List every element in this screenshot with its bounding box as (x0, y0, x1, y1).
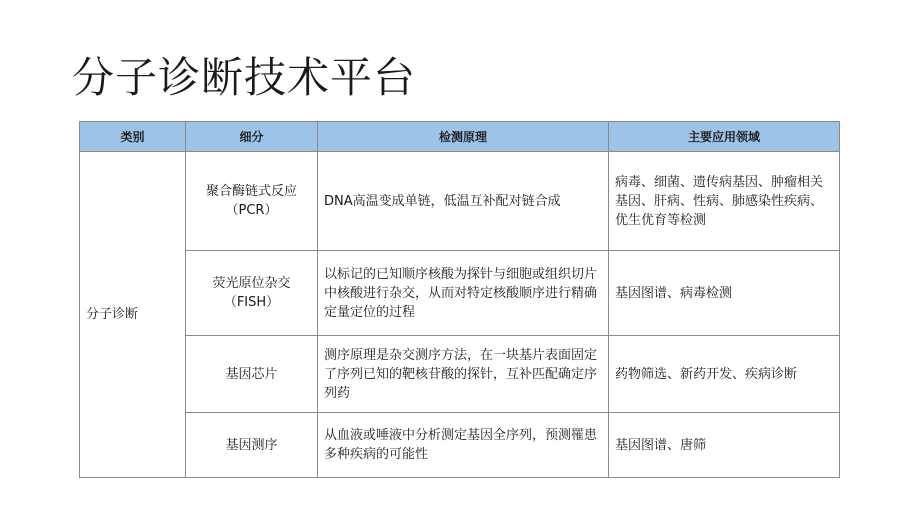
header-application: 主要应用领域 (609, 122, 840, 152)
subcategory-cell: 荧光原位杂交（FISH） (186, 251, 318, 336)
header-subcategory: 细分 (186, 122, 318, 152)
subcategory-cell: 基因芯片 (186, 336, 318, 413)
principle-cell: 从血液或唾液中分析测定基因全序列，预测罹患多种疾病的可能性 (318, 413, 609, 478)
table-row (80, 413, 840, 478)
application-cell: 基因图谱、病毒检测 (609, 251, 840, 336)
table-header-row (80, 122, 840, 152)
principle-cell: DNA高温变成单链，低温互补配对链合成 (318, 152, 609, 251)
principle-cell: 测序原理是杂交测序方法，在一块基片表面固定了序列已知的靶核苷酸的探针，互补匹配确定序列药 (318, 336, 609, 413)
diagnostic-platform-table (79, 121, 840, 478)
header-category: 类别 (80, 122, 186, 152)
principle-cell: 以标记的已知顺序核酸为探针与细胞或组织切片中核酸进行杂交，从而对特定核酸顺序进行精确定量定位的过程 (318, 251, 609, 336)
page-title: 分子诊断技术平台 (72, 53, 417, 102)
table-row (80, 336, 840, 413)
subcategory-cell: 聚合酶链式反应（PCR） (186, 152, 318, 251)
category-cell: 分子诊断 (80, 152, 186, 478)
application-cell: 基因图谱、唐筛 (609, 413, 840, 478)
application-cell: 药物筛选、新药开发、疾病诊断 (609, 336, 840, 413)
application-cell: 病毒、细菌、遗传病基因、肿瘤相关基因、肝病、性病、肺感染性疾病、优生优育等检测 (609, 152, 840, 251)
table-row (80, 152, 840, 251)
subcategory-cell: 基因测序 (186, 413, 318, 478)
table-row (80, 251, 840, 336)
header-principle: 检测原理 (318, 122, 609, 152)
